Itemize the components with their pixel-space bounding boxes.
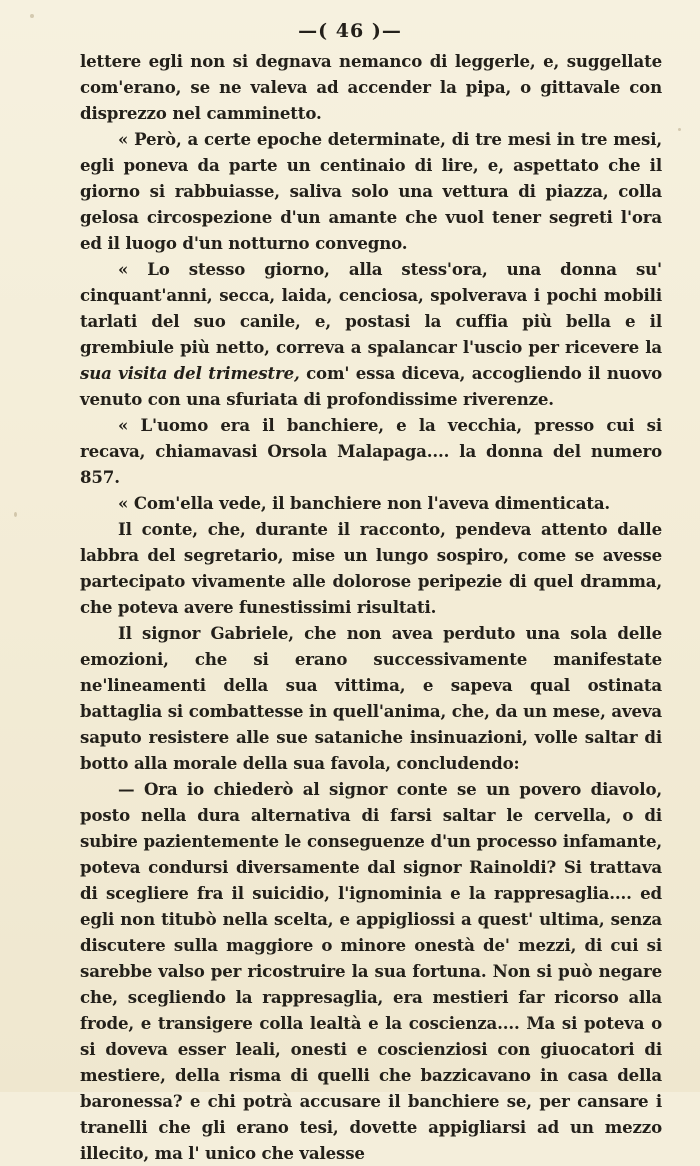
- page-number-header: —( 46 )—: [298, 20, 402, 42]
- paragraph: — Ora io chiederò al signor conte se un povero diavolo, posto nella dura alternativa di farsi saltar le cervella, o di subire pazientemente le conseguenze d'un processo infamante, poteva condursi diversamente dal signor Rainoldi? Si trattava di scegliere fra il suicidio, l'ignominia e la rappresaglia.... ed egli non titubò nella scelta, e appigliossi a quest' ultima, senza discutere sulla maggiore o minore onestà de' mezzi, di cui si sarebbe valso per ricostruire la sua fortuna. Non si può negare che, scegliendo la rappresaglia, era mestieri far ricorso alla frode, e transigere colla lealtà e la coscienza.... Ma si poteva o si doveva esser leali, onesti e coscienziosi con giuocatori di mestiere, della risma di quelli che bazzicavano in casa della baronessa? e chi potrà accusare il banchiere se, per cansare i tranelli che gli erano tesi, dovette appigliarsi ad un mezzo illecito, ma l' unico che valesse: [80, 779, 662, 1163]
- paragraph: Il conte, che, durante il racconto, pendeva attento dalle labbra del segretario, mise un lungo sospiro, come se avesse partecipato vivamente alle dolorose peripezie di quel dramma, che poteva avere funestissimi risultati.: [80, 519, 662, 617]
- paper-spot: [14, 512, 17, 517]
- paragraph: « Com'ella vede, il banchiere non l'aveva dimenticata.: [118, 493, 611, 513]
- paragraph-text: com' essa diceva, accogliendo il nuovo venuto con una sfuriata di profondissime riverenze.: [80, 363, 663, 409]
- body-text: [80, 48, 662, 1166]
- paragraph: Il signor Gabriele, che non avea perduto una sola delle emozioni, che si erano successivamente manifestate ne'lineamenti della sua vittima, e sapeva qual ostinata battaglia si combattesse in quell'anima, che, da un mese, aveva saputo resistere alle sue sataniche insinuazioni, volle saltar di botto alla morale della sua favola, concludendo:: [80, 623, 662, 773]
- paper-spot: [678, 128, 681, 131]
- paragraph: lettere egli non si degnava nemanco di leggerle, e, suggellate com'erano, se ne valeva ad accender la pipa, o gittavale con disprezzo nel camminetto.: [80, 51, 662, 123]
- paragraph-text: « Lo stesso giorno, alla stess'ora, una donna su' cinquant'anni, secca, laida, cenciosa, spolverava i pochi mobili tarlati del suo canile, e, postasi la cuffia più bella e il grembiule più netto, correva a spalancar l'uscio per ricevere la: [80, 259, 662, 357]
- paragraph: [80, 256, 662, 412]
- paper-spot: [30, 14, 34, 18]
- paragraph: « Però, a certe epoche determinate, di tre mesi in tre mesi, egli poneva da parte un centinaio di lire, e, aspettato che il giorno si rabbuiasse, saliva solo una vettura di piazza, colla gelosa circospezione d'un amante che vuol tener segreti l'ora ed il luogo d'un notturno convegno.: [80, 129, 662, 253]
- italic-emphasis: sua visita del trimestre,: [80, 363, 300, 383]
- paragraph: « L'uomo era il banchiere, e la vecchia, presso cui si recava, chiamavasi Orsola Malapaga.... la donna del numero 857.: [80, 415, 662, 487]
